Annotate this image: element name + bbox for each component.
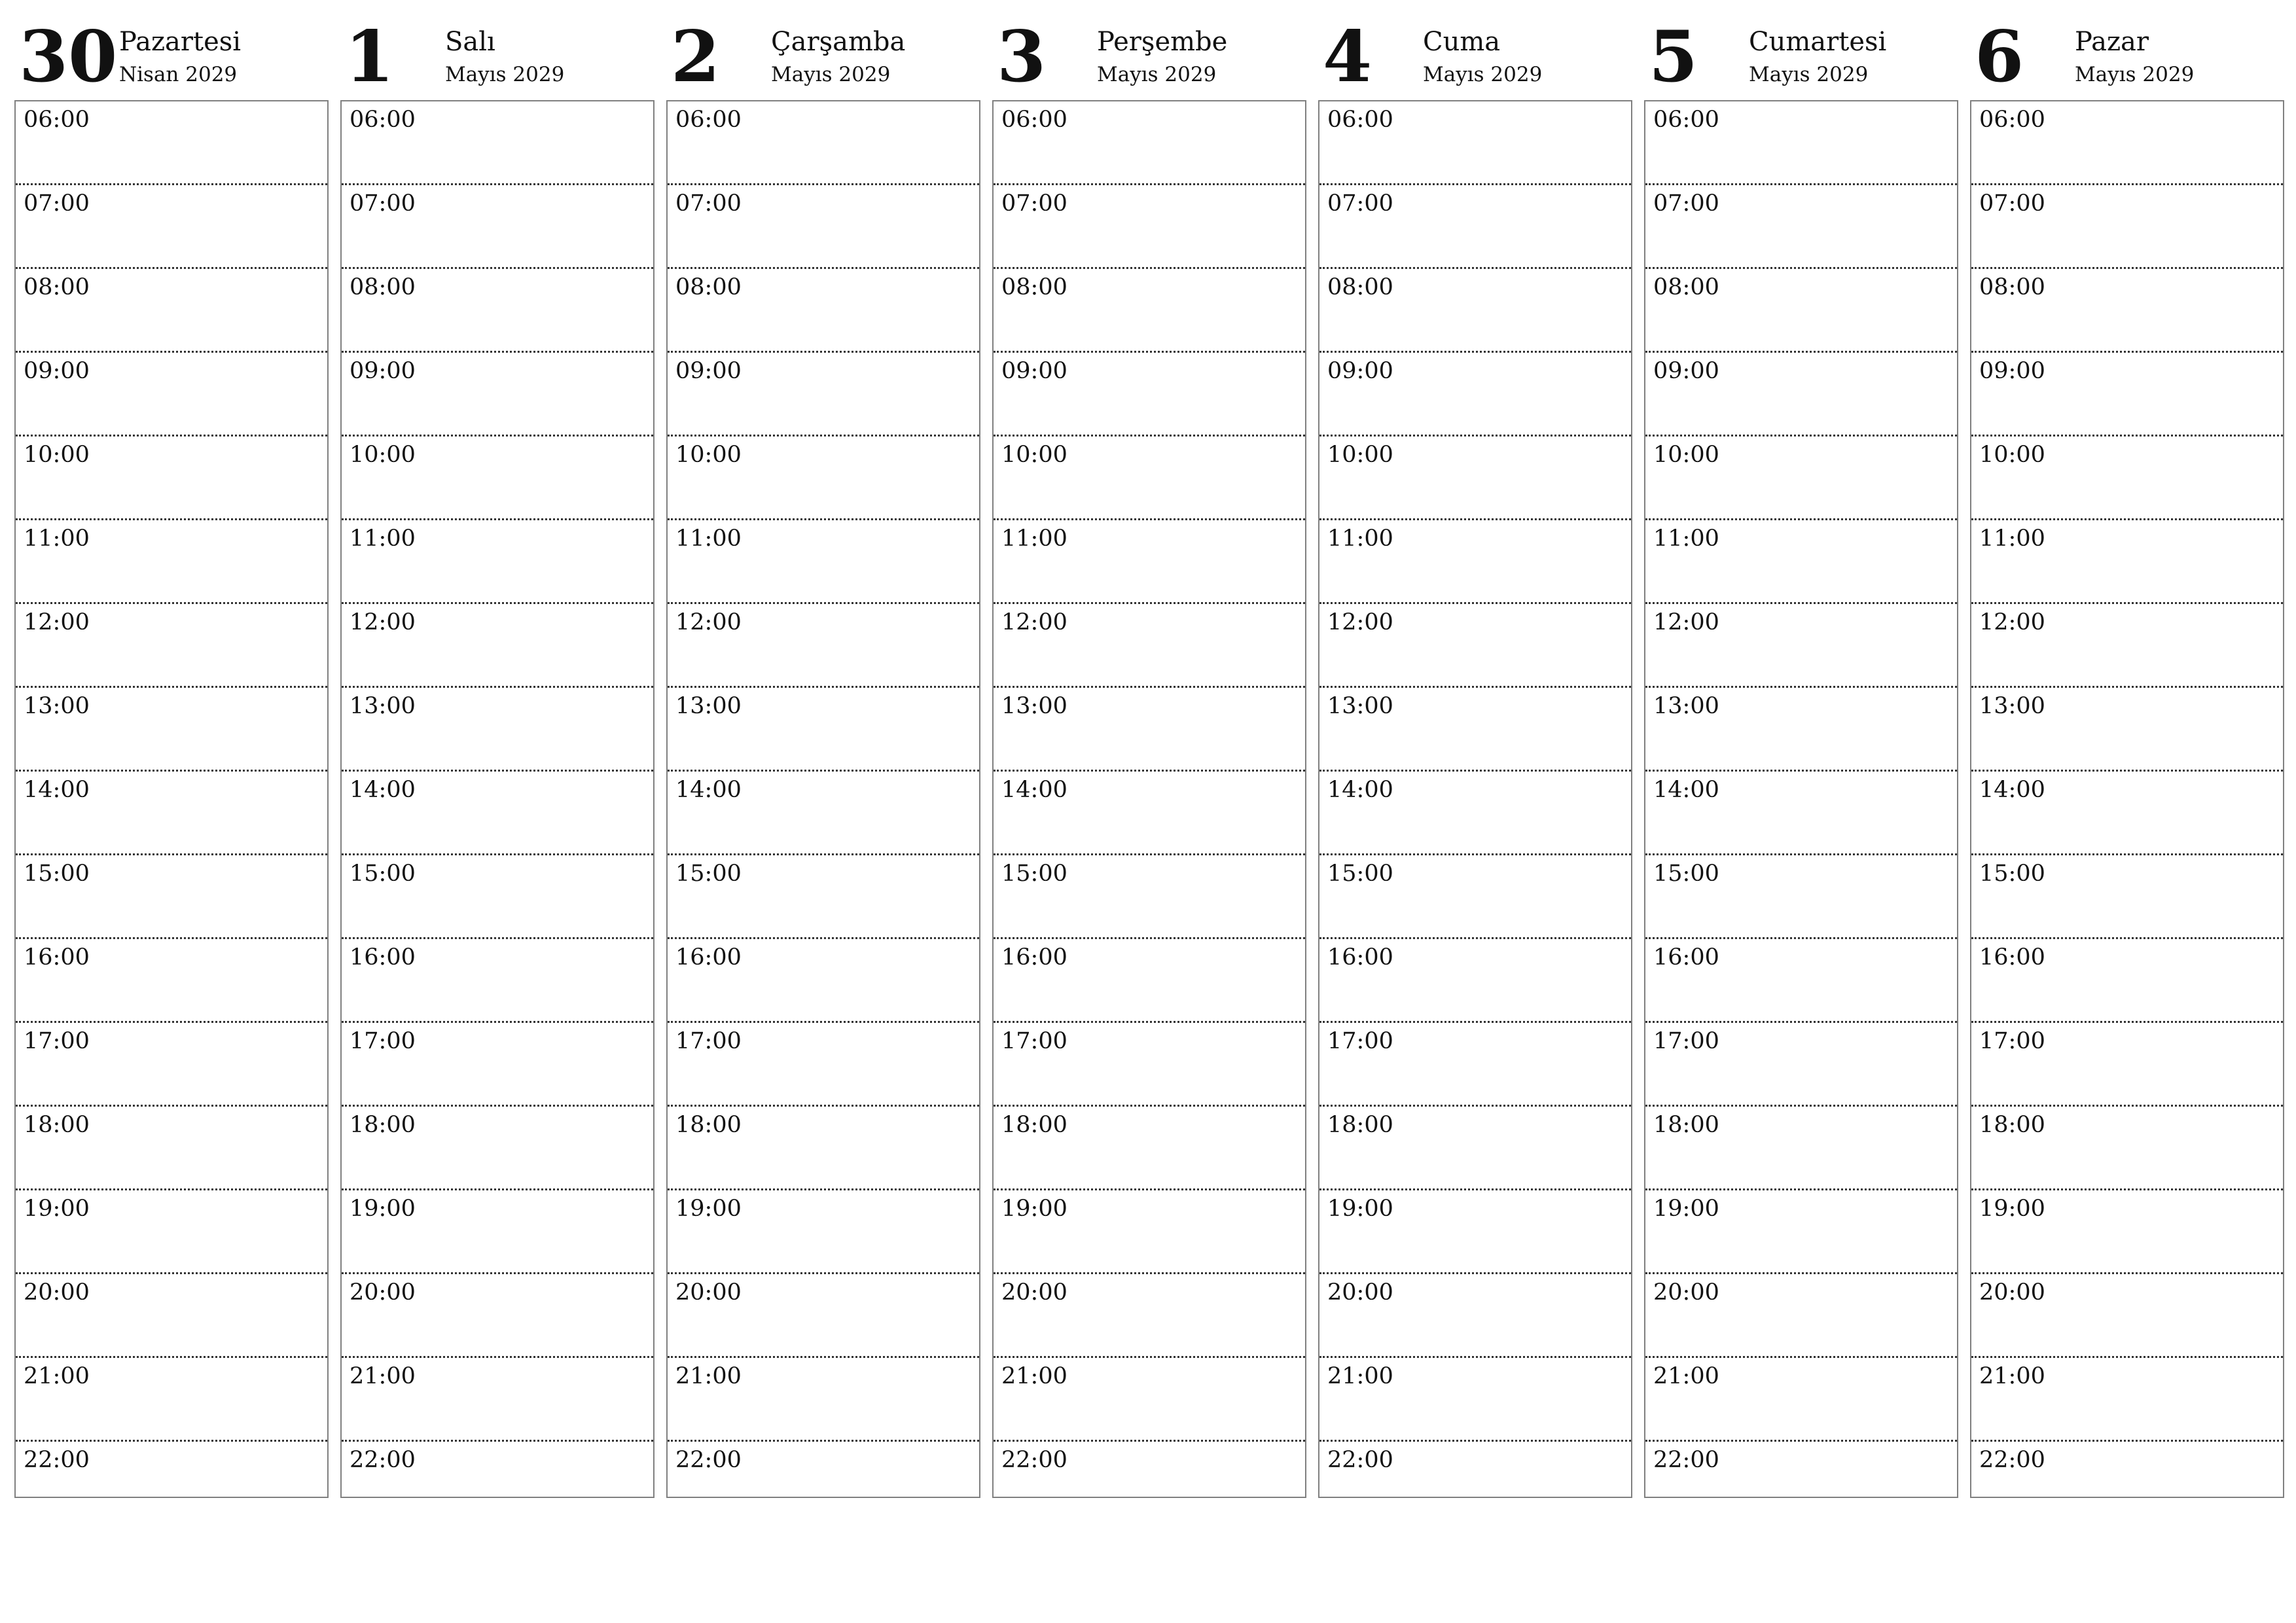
time-slot-label: 07:00 [1327, 190, 1393, 217]
time-slot-label: 11:00 [24, 526, 90, 552]
day-name: Pazartesi [119, 27, 242, 57]
time-slot-label: 06:00 [1327, 107, 1393, 133]
time-slot[interactable] [1645, 1107, 1957, 1190]
day-number: 30 [19, 16, 118, 98]
time-slot[interactable] [342, 688, 653, 772]
time-slot-label: 11:00 [1327, 526, 1393, 552]
time-slot-label: 12:00 [24, 609, 90, 635]
time-slot[interactable] [1645, 1274, 1957, 1358]
time-slot[interactable] [668, 772, 979, 855]
time-slot-label: 21:00 [1001, 1363, 1067, 1389]
time-slot[interactable] [1971, 1442, 2283, 1528]
time-slot-label: 21:00 [1979, 1363, 2045, 1389]
time-slot-label: 19:00 [1979, 1196, 2045, 1222]
time-slot-label: 06:00 [1001, 107, 1067, 133]
time-slot-label: 15:00 [1001, 861, 1067, 887]
time-slot[interactable] [1319, 855, 1631, 939]
time-slot[interactable] [1645, 1023, 1957, 1107]
time-slot[interactable] [342, 520, 653, 604]
time-slot[interactable] [1971, 1358, 2283, 1442]
time-slot-label: 13:00 [1327, 693, 1393, 719]
time-slot[interactable] [342, 1190, 653, 1274]
time-slot-label: 18:00 [24, 1112, 90, 1138]
time-slot-label: 19:00 [350, 1196, 416, 1222]
time-slot-label: 14:00 [1979, 777, 2045, 803]
time-slot-label: 16:00 [24, 944, 90, 971]
time-slot-label: 13:00 [675, 693, 742, 719]
time-slot-label: 20:00 [24, 1279, 90, 1306]
day-schedule-box [1318, 100, 1632, 1498]
day-number: 3 [997, 16, 1047, 98]
time-slot-label: 08:00 [1327, 274, 1393, 300]
time-slot[interactable] [1645, 688, 1957, 772]
time-slot-label: 06:00 [1653, 107, 1719, 133]
time-slot[interactable] [16, 353, 327, 437]
time-slot[interactable] [1319, 688, 1631, 772]
time-slot[interactable] [342, 939, 653, 1023]
time-slot-label: 13:00 [350, 693, 416, 719]
time-slot-label: 18:00 [675, 1112, 742, 1138]
time-slot[interactable] [1645, 101, 1957, 185]
time-slot-label: 08:00 [675, 274, 742, 300]
time-slot[interactable] [994, 437, 1305, 520]
time-slot[interactable] [1971, 353, 2283, 437]
time-slot-label: 11:00 [1979, 526, 2045, 552]
time-slot-label: 09:00 [24, 358, 90, 384]
time-slot[interactable] [668, 185, 979, 269]
time-slot[interactable] [1319, 353, 1631, 437]
time-slot-label: 13:00 [1653, 693, 1719, 719]
time-slot[interactable] [994, 1023, 1305, 1107]
time-slot-label: 08:00 [1653, 274, 1719, 300]
time-slot[interactable] [16, 772, 327, 855]
time-slot[interactable] [1645, 269, 1957, 353]
time-slot-label: 12:00 [1979, 609, 2045, 635]
time-slot-label: 08:00 [1979, 274, 2045, 300]
time-slot-label: 17:00 [1327, 1028, 1393, 1054]
day-month: Mayıs 2029 [445, 63, 565, 86]
time-slot-label: 10:00 [675, 442, 742, 468]
time-slot-label: 17:00 [350, 1028, 416, 1054]
day-number: 4 [1323, 16, 1372, 98]
time-slot[interactable] [342, 1023, 653, 1107]
time-slot[interactable] [1971, 101, 2283, 185]
time-slot[interactable] [342, 1107, 653, 1190]
time-slot[interactable] [1319, 939, 1631, 1023]
time-slot-label: 18:00 [1001, 1112, 1067, 1138]
time-slot[interactable] [668, 939, 979, 1023]
time-slot[interactable] [668, 101, 979, 185]
time-slot[interactable] [994, 1442, 1305, 1528]
day-name: Perşembe [1097, 27, 1228, 57]
day-month: Mayıs 2029 [771, 63, 891, 86]
time-slot[interactable] [1971, 520, 2283, 604]
day-schedule-box [666, 100, 980, 1498]
time-slot-label: 15:00 [1327, 861, 1393, 887]
time-slot[interactable] [16, 604, 327, 688]
time-slot-label: 16:00 [1327, 944, 1393, 971]
time-slot[interactable] [1971, 1107, 2283, 1190]
time-slot-label: 14:00 [675, 777, 742, 803]
time-slot[interactable] [16, 1274, 327, 1358]
time-slot-label: 16:00 [1979, 944, 2045, 971]
time-slot[interactable] [994, 855, 1305, 939]
time-slot[interactable] [16, 437, 327, 520]
time-slot-label: 20:00 [1979, 1279, 2045, 1306]
time-slot-label: 17:00 [24, 1028, 90, 1054]
time-slot-label: 15:00 [675, 861, 742, 887]
time-slot[interactable] [342, 855, 653, 939]
time-slot[interactable] [16, 939, 327, 1023]
time-slot[interactable] [342, 604, 653, 688]
time-slot-label: 07:00 [24, 190, 90, 217]
time-slot-label: 21:00 [1327, 1363, 1393, 1389]
time-slot[interactable] [342, 1274, 653, 1358]
time-slot-label: 14:00 [1653, 777, 1719, 803]
time-slot[interactable] [668, 520, 979, 604]
time-slot[interactable] [1971, 939, 2283, 1023]
time-slot[interactable] [1319, 437, 1631, 520]
time-slot-label: 07:00 [350, 190, 416, 217]
time-slot[interactable] [668, 1107, 979, 1190]
time-slot[interactable] [342, 185, 653, 269]
time-slot-label: 09:00 [1001, 358, 1067, 384]
day-header [992, 0, 1306, 98]
time-slot[interactable] [1645, 604, 1957, 688]
time-slot[interactable] [1971, 1023, 2283, 1107]
time-slot-label: 10:00 [1653, 442, 1719, 468]
time-slot[interactable] [16, 1023, 327, 1107]
time-slot[interactable] [994, 353, 1305, 437]
day-schedule-box [1644, 100, 1958, 1498]
day-header [1644, 0, 1958, 98]
time-slot-label: 17:00 [1979, 1028, 2045, 1054]
time-slot[interactable] [668, 1274, 979, 1358]
time-slot-label: 12:00 [1001, 609, 1067, 635]
time-slot-label: 21:00 [24, 1363, 90, 1389]
time-slot-label: 18:00 [350, 1112, 416, 1138]
day-month: Nisan 2029 [119, 63, 238, 86]
day-name: Salı [445, 27, 495, 57]
time-slot-label: 19:00 [1653, 1196, 1719, 1222]
time-slot-label: 13:00 [24, 693, 90, 719]
time-slot[interactable] [1971, 688, 2283, 772]
time-slot[interactable] [342, 772, 653, 855]
day-month: Mayıs 2029 [1423, 63, 1543, 86]
time-slot[interactable] [1971, 772, 2283, 855]
time-slot-label: 10:00 [1327, 442, 1393, 468]
time-slot-label: 07:00 [1653, 190, 1719, 217]
time-slot-label: 09:00 [1327, 358, 1393, 384]
time-slot-label: 16:00 [675, 944, 742, 971]
time-slot[interactable] [1971, 269, 2283, 353]
time-slot[interactable] [16, 520, 327, 604]
time-slot[interactable] [16, 1190, 327, 1274]
time-slot-label: 18:00 [1327, 1112, 1393, 1138]
time-slot[interactable] [994, 688, 1305, 772]
time-slot[interactable] [994, 101, 1305, 185]
time-slot-label: 15:00 [1653, 861, 1719, 887]
time-slot[interactable] [16, 1107, 327, 1190]
time-slot-label: 22:00 [1327, 1447, 1393, 1473]
day-name: Pazar [2075, 27, 2149, 57]
time-slot-label: 07:00 [1001, 190, 1067, 217]
day-header [1318, 0, 1632, 98]
time-slot[interactable] [994, 1274, 1305, 1358]
time-slot-label: 07:00 [675, 190, 742, 217]
time-slot[interactable] [668, 855, 979, 939]
day-name: Cumartesi [1749, 27, 1887, 57]
day-number: 2 [671, 16, 721, 98]
time-slot-label: 13:00 [1001, 693, 1067, 719]
day-schedule-box [1970, 100, 2284, 1498]
time-slot[interactable] [1319, 101, 1631, 185]
day-name: Cuma [1423, 27, 1501, 57]
time-slot-label: 19:00 [1001, 1196, 1067, 1222]
time-slot-label: 17:00 [675, 1028, 742, 1054]
time-slot[interactable] [1971, 437, 2283, 520]
time-slot[interactable] [668, 1358, 979, 1442]
time-slot[interactable] [994, 269, 1305, 353]
time-slot-label: 12:00 [1327, 609, 1393, 635]
time-slot[interactable] [1319, 520, 1631, 604]
day-number: 5 [1649, 16, 1698, 98]
time-slot[interactable] [1319, 772, 1631, 855]
time-slot[interactable] [1645, 855, 1957, 939]
time-slot-label: 08:00 [1001, 274, 1067, 300]
day-number: 6 [1975, 16, 2024, 98]
time-slot-label: 15:00 [1979, 861, 2045, 887]
time-slot[interactable] [1645, 939, 1957, 1023]
time-slot-label: 10:00 [24, 442, 90, 468]
time-slot[interactable] [16, 269, 327, 353]
time-slot-label: 16:00 [1001, 944, 1067, 971]
time-slot[interactable] [668, 688, 979, 772]
time-slot[interactable] [1645, 520, 1957, 604]
time-slot[interactable] [1319, 1107, 1631, 1190]
day-name: Çarşamba [771, 27, 906, 57]
time-slot-label: 08:00 [350, 274, 416, 300]
time-slot[interactable] [342, 353, 653, 437]
time-slot[interactable] [994, 520, 1305, 604]
time-slot-label: 18:00 [1979, 1112, 2045, 1138]
time-slot[interactable] [342, 269, 653, 353]
time-slot-label: 20:00 [350, 1279, 416, 1306]
time-slot-label: 10:00 [350, 442, 416, 468]
day-month: Mayıs 2029 [1097, 63, 1217, 86]
day-header [666, 0, 980, 98]
time-slot[interactable] [342, 1442, 653, 1528]
time-slot[interactable] [668, 269, 979, 353]
time-slot-label: 14:00 [1001, 777, 1067, 803]
time-slot[interactable] [1319, 1023, 1631, 1107]
time-slot-label: 12:00 [350, 609, 416, 635]
time-slot[interactable] [1645, 1190, 1957, 1274]
time-slot-label: 19:00 [675, 1196, 742, 1222]
time-slot-label: 14:00 [350, 777, 416, 803]
time-slot-label: 15:00 [24, 861, 90, 887]
time-slot-label: 06:00 [350, 107, 416, 133]
time-slot-label: 12:00 [675, 609, 742, 635]
time-slot-label: 11:00 [350, 526, 416, 552]
time-slot[interactable] [1319, 1358, 1631, 1442]
time-slot[interactable] [994, 772, 1305, 855]
day-header [14, 0, 329, 98]
day-header [340, 0, 655, 98]
time-slot[interactable] [16, 185, 327, 269]
time-slot-label: 09:00 [1979, 358, 2045, 384]
time-slot-label: 22:00 [1979, 1447, 2045, 1473]
time-slot[interactable] [16, 1358, 327, 1442]
time-slot-label: 22:00 [350, 1447, 416, 1473]
time-slot[interactable] [1319, 1274, 1631, 1358]
time-slot[interactable] [668, 604, 979, 688]
time-slot-label: 16:00 [1653, 944, 1719, 971]
time-slot[interactable] [994, 1190, 1305, 1274]
time-slot[interactable] [1319, 1190, 1631, 1274]
time-slot-label: 18:00 [1653, 1112, 1719, 1138]
time-slot[interactable] [668, 437, 979, 520]
time-slot-label: 19:00 [1327, 1196, 1393, 1222]
time-slot-label: 21:00 [1653, 1363, 1719, 1389]
time-slot-label: 21:00 [350, 1363, 416, 1389]
time-slot-label: 22:00 [1001, 1447, 1067, 1473]
time-slot-label: 20:00 [1001, 1279, 1067, 1306]
time-slot-label: 20:00 [1653, 1279, 1719, 1306]
time-slot-label: 22:00 [1653, 1447, 1719, 1473]
time-slot[interactable] [668, 1442, 979, 1528]
day-schedule-box [14, 100, 329, 1498]
day-number: 1 [345, 16, 395, 98]
time-slot-label: 10:00 [1001, 442, 1067, 468]
time-slot-label: 17:00 [1001, 1028, 1067, 1054]
day-schedule-box [340, 100, 655, 1498]
time-slot-label: 16:00 [350, 944, 416, 971]
time-slot-label: 14:00 [1327, 777, 1393, 803]
time-slot-label: 17:00 [1653, 1028, 1719, 1054]
time-slot[interactable] [1971, 1190, 2283, 1274]
time-slot[interactable] [1319, 269, 1631, 353]
time-slot[interactable] [668, 1190, 979, 1274]
time-slot[interactable] [342, 437, 653, 520]
time-slot-label: 19:00 [24, 1196, 90, 1222]
time-slot[interactable] [1319, 185, 1631, 269]
time-slot-label: 09:00 [675, 358, 742, 384]
time-slot[interactable] [1971, 855, 2283, 939]
time-slot[interactable] [994, 185, 1305, 269]
time-slot[interactable] [1645, 1358, 1957, 1442]
time-slot[interactable] [1971, 604, 2283, 688]
time-slot-label: 14:00 [24, 777, 90, 803]
time-slot[interactable] [1319, 604, 1631, 688]
time-slot[interactable] [342, 101, 653, 185]
time-slot-label: 12:00 [1653, 609, 1719, 635]
time-slot[interactable] [668, 353, 979, 437]
time-slot-label: 10:00 [1979, 442, 2045, 468]
day-header [1970, 0, 2284, 98]
time-slot-label: 09:00 [350, 358, 416, 384]
time-slot[interactable] [1645, 185, 1957, 269]
time-slot[interactable] [994, 939, 1305, 1023]
time-slot[interactable] [1645, 1442, 1957, 1528]
time-slot-label: 06:00 [24, 107, 90, 133]
time-slot-label: 22:00 [24, 1447, 90, 1473]
time-slot[interactable] [1971, 1274, 2283, 1358]
time-slot[interactable] [16, 101, 327, 185]
time-slot[interactable] [16, 688, 327, 772]
time-slot[interactable] [994, 1107, 1305, 1190]
day-month: Mayıs 2029 [1749, 63, 1869, 86]
time-slot-label: 15:00 [350, 861, 416, 887]
time-slot-label: 22:00 [675, 1447, 742, 1473]
time-slot[interactable] [668, 1023, 979, 1107]
time-slot-label: 08:00 [24, 274, 90, 300]
time-slot[interactable] [1319, 1442, 1631, 1528]
time-slot-label: 11:00 [1653, 526, 1719, 552]
time-slot[interactable] [1645, 772, 1957, 855]
time-slot-label: 06:00 [675, 107, 742, 133]
time-slot[interactable] [342, 1358, 653, 1442]
time-slot[interactable] [1645, 437, 1957, 520]
time-slot-label: 07:00 [1979, 190, 2045, 217]
time-slot-label: 11:00 [1001, 526, 1067, 552]
time-slot-label: 06:00 [1979, 107, 2045, 133]
time-slot[interactable] [16, 1442, 327, 1528]
time-slot[interactable] [16, 855, 327, 939]
time-slot[interactable] [1971, 185, 2283, 269]
day-schedule-box [992, 100, 1306, 1498]
time-slot-label: 20:00 [675, 1279, 742, 1306]
time-slot-label: 13:00 [1979, 693, 2045, 719]
time-slot-label: 21:00 [675, 1363, 742, 1389]
time-slot[interactable] [994, 604, 1305, 688]
time-slot[interactable] [994, 1358, 1305, 1442]
time-slot[interactable] [1645, 353, 1957, 437]
time-slot-label: 11:00 [675, 526, 742, 552]
time-slot-label: 09:00 [1653, 358, 1719, 384]
time-slot-label: 20:00 [1327, 1279, 1393, 1306]
day-month: Mayıs 2029 [2075, 63, 2195, 86]
